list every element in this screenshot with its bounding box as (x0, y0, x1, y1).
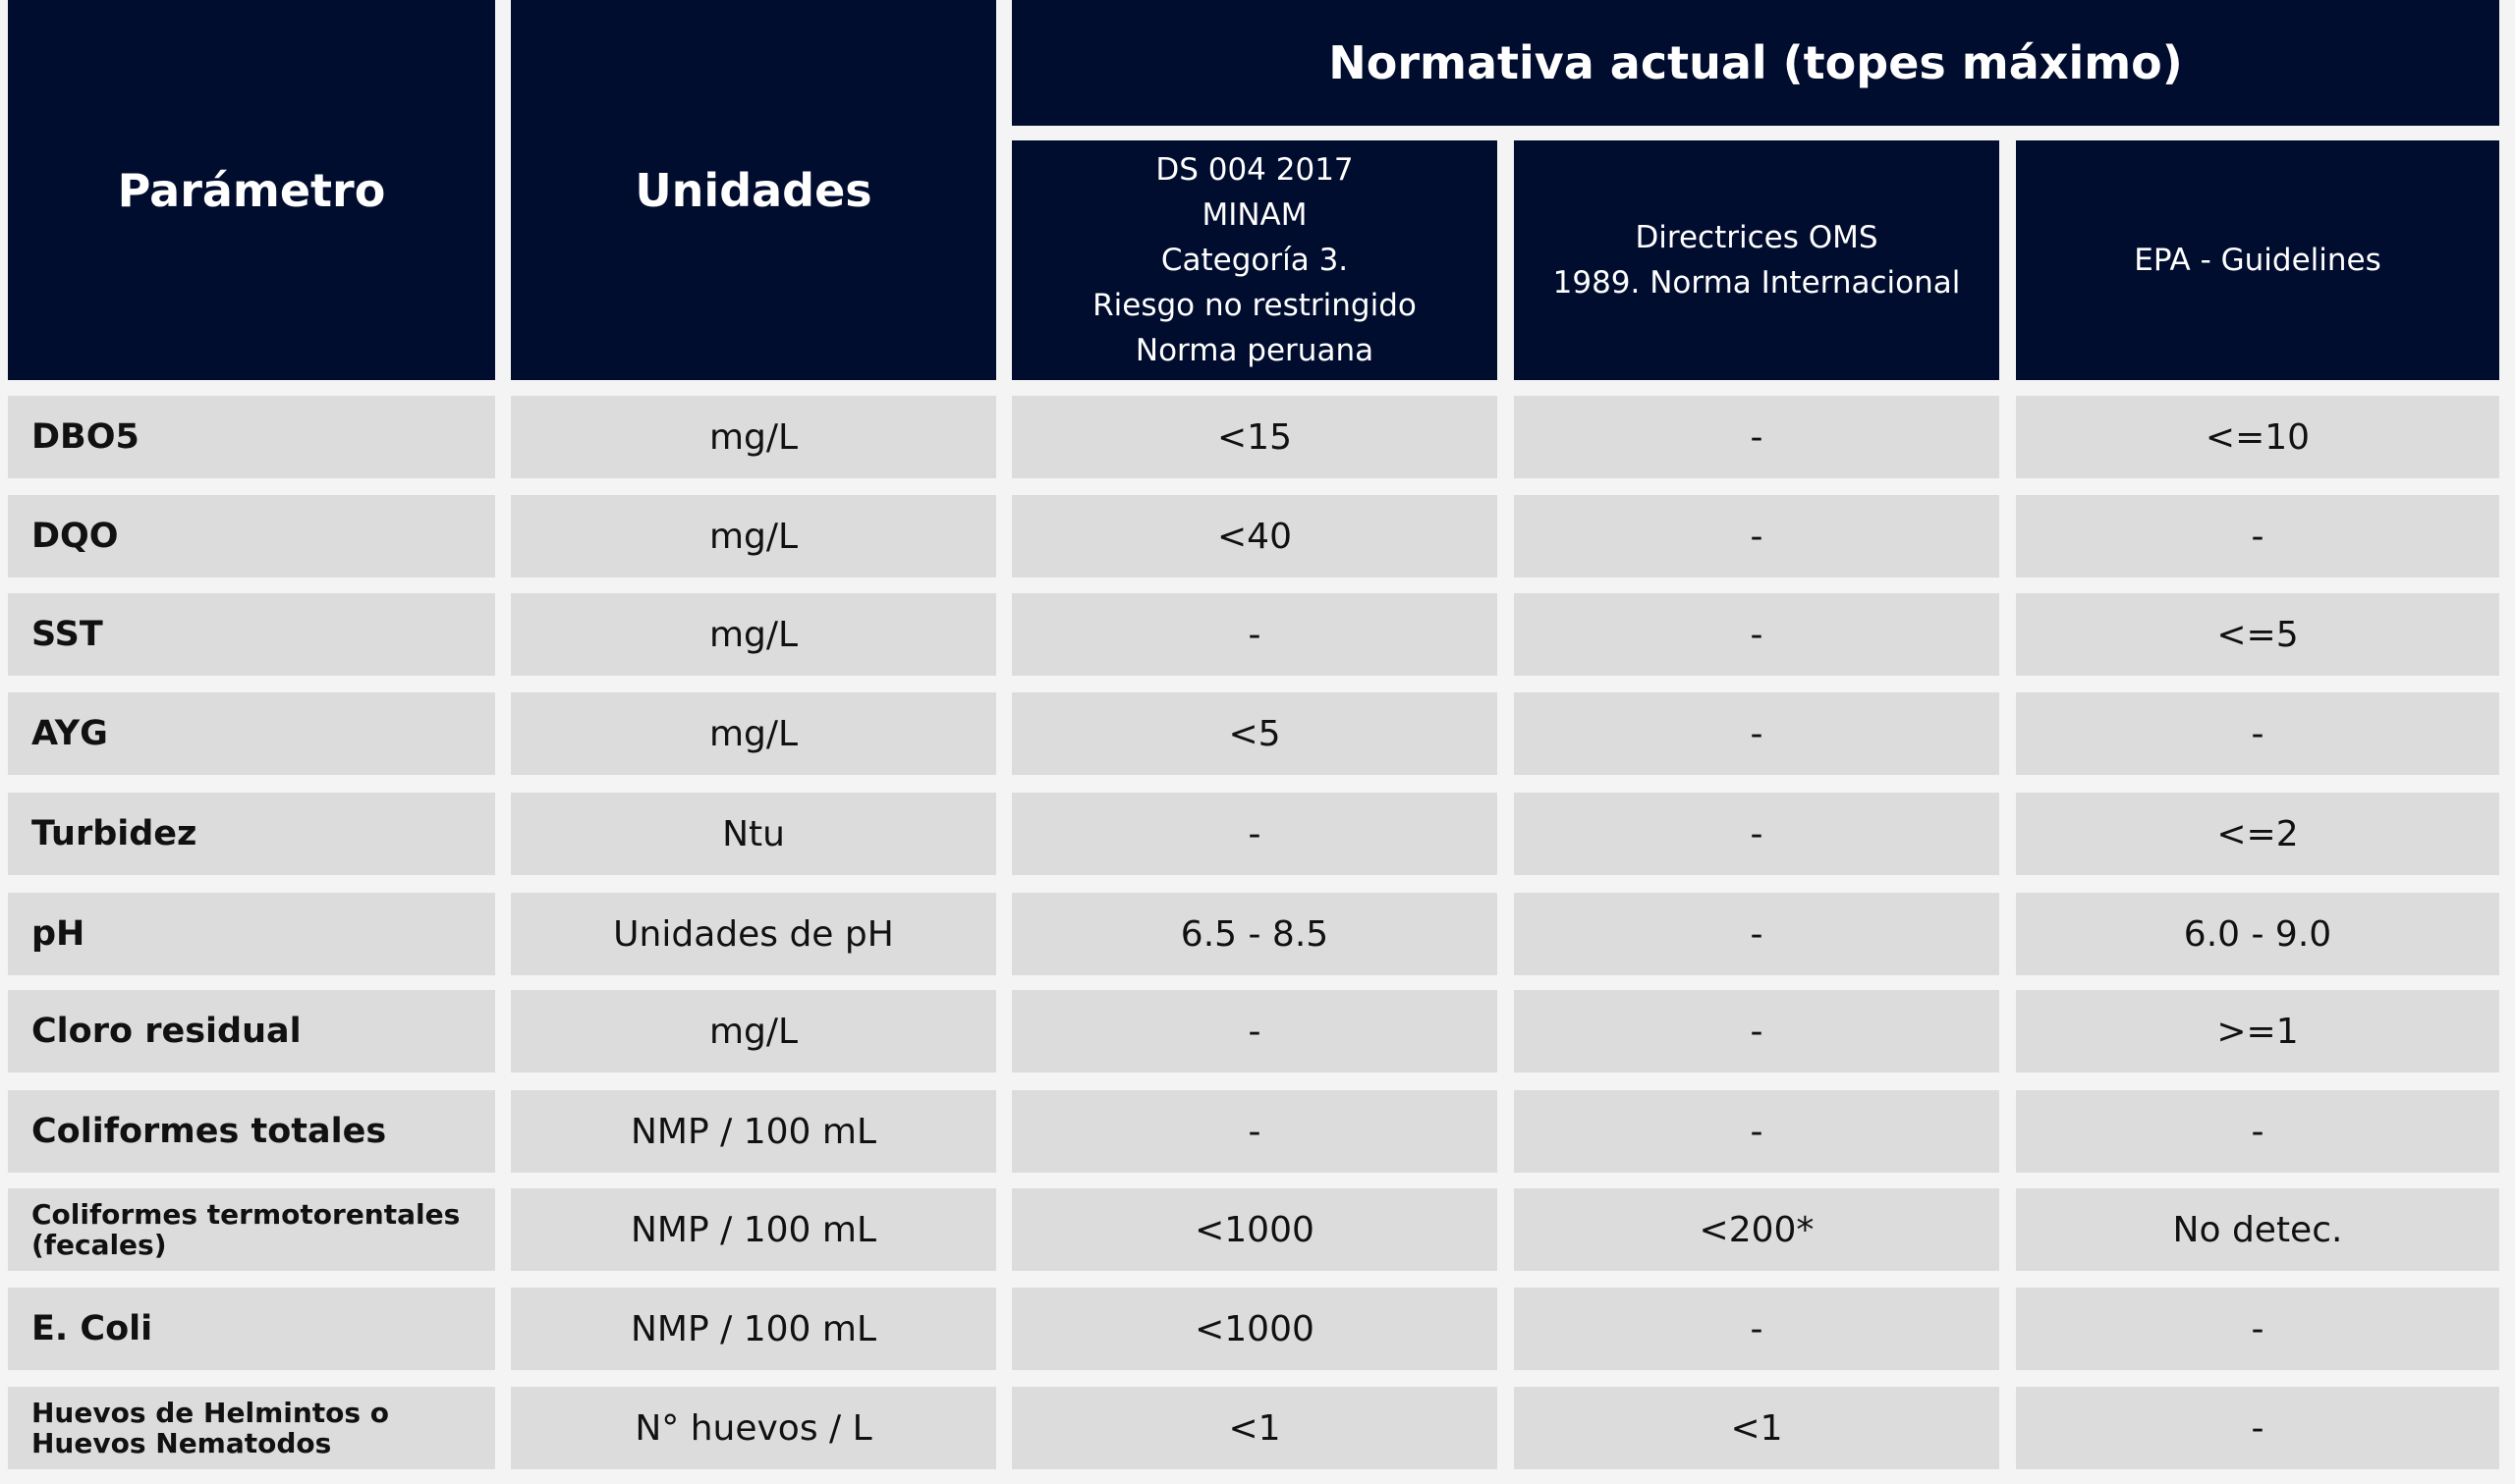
header-standard-line: Categoría 3. (1160, 243, 1349, 278)
table-cell-text: <15 (1217, 416, 1292, 458)
table-cell-oms (1514, 396, 1999, 478)
header-standard-line: Norma peruana (1135, 333, 1374, 368)
table-cell-units (511, 593, 996, 676)
table-cell-text: <=2 (2216, 813, 2299, 854)
table-cell-param (8, 893, 495, 975)
table-cell-epa (2016, 893, 2499, 975)
table-cell-epa (2016, 1387, 2499, 1469)
table-cell-units (511, 990, 996, 1072)
header-standard-line: EPA - Guidelines (2134, 243, 2381, 278)
table-cell-text: DQO (31, 517, 119, 556)
table-cell-text: <=5 (2216, 614, 2299, 655)
table-cell-ds (1012, 793, 1497, 875)
table-cell-epa (2016, 396, 2499, 478)
table-cell-text: No detec. (2172, 1209, 2343, 1250)
table-cell-text: - (1248, 1011, 1261, 1052)
table-cell-text: - (2251, 1111, 2264, 1152)
table-cell-text: <=10 (2205, 416, 2311, 458)
header-parameter (8, 0, 495, 380)
header-units (511, 0, 996, 380)
table-cell-oms (1514, 593, 1999, 676)
table-cell-text: NMP / 100 mL (631, 1111, 876, 1152)
table-cell-text: 6.5 - 8.5 (1180, 913, 1329, 955)
table-cell-text: - (1750, 516, 1763, 557)
table-cell-units (511, 793, 996, 875)
table-cell-epa (2016, 1288, 2499, 1370)
table-cell-text: - (2251, 516, 2264, 557)
table-cell-text: - (1750, 913, 1763, 955)
header-group (1012, 0, 2499, 126)
table-cell-ds (1012, 593, 1497, 676)
table-cell-ds (1012, 893, 1497, 975)
table-cell-param (8, 495, 495, 577)
table-cell-text: - (1750, 713, 1763, 754)
table-cell-units (511, 893, 996, 975)
table-cell-ds (1012, 692, 1497, 775)
table-cell-oms (1514, 1090, 1999, 1173)
table-cell-text: Turbidez (31, 814, 197, 853)
table-cell-param (8, 1188, 495, 1271)
header-units-label: Unidades (635, 163, 872, 217)
table-cell-epa (2016, 692, 2499, 775)
table-cell-epa (2016, 1188, 2499, 1271)
table-cell-oms (1514, 893, 1999, 975)
table-cell-units (511, 1090, 996, 1173)
table-cell-text: pH (31, 914, 85, 954)
table-cell-units (511, 1188, 996, 1271)
table-cell-text: - (1248, 1111, 1261, 1152)
header-standard-epa (2016, 140, 2499, 380)
header-standard-oms (1514, 140, 1999, 380)
table-cell-text: >=1 (2216, 1011, 2299, 1052)
table-cell-text: Cloro residual (31, 1012, 302, 1051)
table-cell-param (8, 692, 495, 775)
header-standard-line: DS 004 2017 (1155, 152, 1354, 188)
table-cell-epa (2016, 495, 2499, 577)
table-cell-param (8, 593, 495, 676)
table-cell-text: E. Coli (31, 1309, 153, 1348)
table-cell-text: <200* (1699, 1209, 1815, 1250)
header-standard-line: MINAM (1202, 197, 1308, 233)
table-cell-param (8, 1387, 495, 1469)
table-cell-text: Ntu (722, 813, 785, 854)
table-cell-epa (2016, 1090, 2499, 1173)
table-cell-oms (1514, 990, 1999, 1072)
header-standard-ds004 (1012, 140, 1497, 380)
table-cell-text: Coliformes termotorentales (fecales) (31, 1198, 461, 1261)
table-cell-text: - (1750, 416, 1763, 458)
header-standard-line: Riesgo no restringido (1092, 288, 1417, 323)
table-cell-ds (1012, 396, 1497, 478)
table-cell-param (8, 396, 495, 478)
table-cell-text: <1 (1730, 1407, 1783, 1449)
table-cell-units (511, 692, 996, 775)
table-cell-oms (1514, 1188, 1999, 1271)
table-cell-text: AYG (31, 714, 108, 753)
table-cell-param (8, 1288, 495, 1370)
table-cell-text: NMP / 100 mL (631, 1308, 876, 1349)
header-standard-line: Directrices OMS (1635, 220, 1878, 255)
table-cell-text: N° huevos / L (635, 1407, 872, 1449)
table-cell-text: DBO5 (31, 417, 140, 457)
table-cell-text: SST (31, 615, 103, 654)
table-cell-text: 6.0 - 9.0 (2183, 913, 2332, 955)
table-cell-epa (2016, 593, 2499, 676)
table-cell-ds (1012, 1387, 1497, 1469)
table-cell-text: - (1750, 614, 1763, 655)
table-cell-units (511, 396, 996, 478)
table-cell-epa (2016, 990, 2499, 1072)
table-cell-oms (1514, 495, 1999, 577)
table-cell-oms (1514, 1288, 1999, 1370)
table-cell-text: <1 (1228, 1407, 1281, 1449)
table-cell-oms (1514, 793, 1999, 875)
table-cell-text: - (2251, 1407, 2264, 1449)
table-cell-text: - (2251, 713, 2264, 754)
table-cell-ds (1012, 990, 1497, 1072)
table-cell-text: - (1750, 1011, 1763, 1052)
table-cell-units (511, 495, 996, 577)
table-cell-text: - (2251, 1308, 2264, 1349)
table-cell-text: <40 (1217, 516, 1292, 557)
table-cell-text: - (1750, 1308, 1763, 1349)
table-cell-text: - (1248, 614, 1261, 655)
table-cell-text: mg/L (708, 416, 799, 458)
table-cell-ds (1012, 495, 1497, 577)
table-cell-text: mg/L (708, 614, 799, 655)
table-cell-param (8, 793, 495, 875)
header-group-label: Normativa actual (topes máximo) (1328, 36, 2183, 89)
table-cell-text: mg/L (708, 516, 799, 557)
header-parameter-label: Parámetro (117, 163, 386, 217)
table-cell-param (8, 1090, 495, 1173)
table-cell-text: <1000 (1195, 1209, 1314, 1250)
table-cell-text: - (1248, 813, 1261, 854)
table-cell-epa (2016, 793, 2499, 875)
table-cell-text: Coliformes totales (31, 1112, 387, 1151)
table-cell-ds (1012, 1090, 1497, 1173)
table-cell-oms (1514, 692, 1999, 775)
table-cell-ds (1012, 1188, 1497, 1271)
header-standard-line: 1989. Norma Internacional (1552, 265, 1961, 301)
table-cell-text: <1000 (1195, 1308, 1314, 1349)
table-cell-text: NMP / 100 mL (631, 1209, 876, 1250)
table-cell-text: <5 (1228, 713, 1281, 754)
table-cell-oms (1514, 1387, 1999, 1469)
table-cell-units (511, 1387, 996, 1469)
table-cell-text: Unidades de pH (613, 913, 894, 955)
table-cell-text: Huevos de Helmintos o Huevos Nematodos (31, 1397, 390, 1459)
table-cell-text: - (1750, 1111, 1763, 1152)
table-cell-text: mg/L (708, 1011, 799, 1052)
table-cell-text: - (1750, 813, 1763, 854)
table-cell-ds (1012, 1288, 1497, 1370)
table-cell-units (511, 1288, 996, 1370)
table-cell-param (8, 990, 495, 1072)
table-cell-text: mg/L (708, 713, 799, 754)
